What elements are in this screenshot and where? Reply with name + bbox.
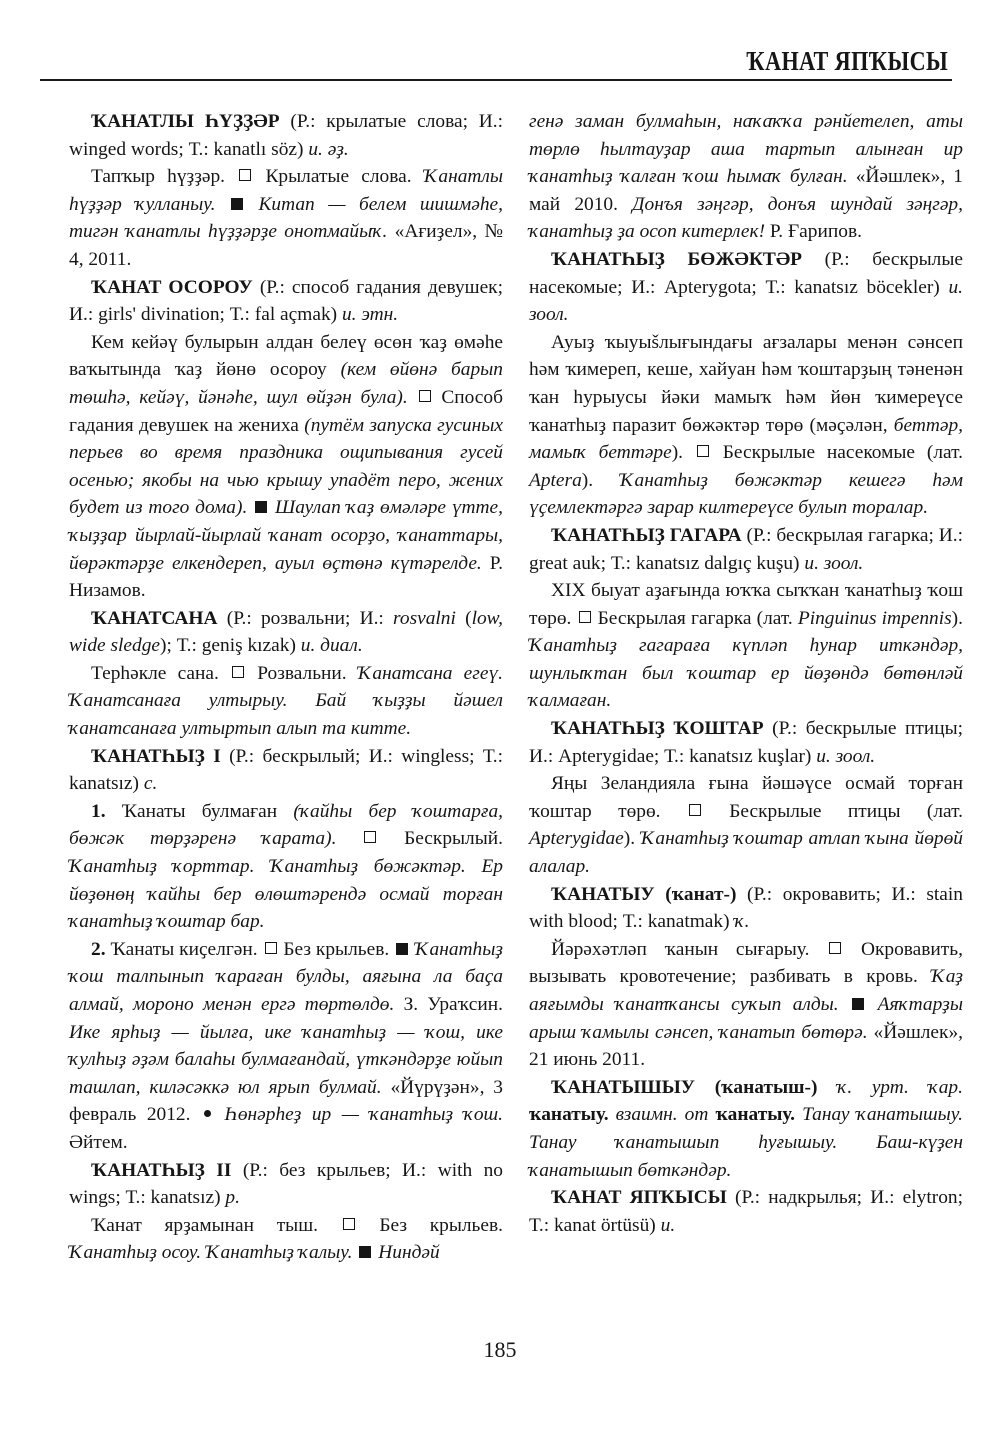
gloss: (Р.: бескрылые насекомые; И.: Apterygota; Т.: kanatsız böcekler) bbox=[529, 248, 963, 298]
quotation-start: Ниндәй bbox=[378, 1242, 440, 1264]
source: «Йәшлек», 1 май 2010. bbox=[529, 166, 963, 215]
translation-marker-icon bbox=[689, 804, 701, 816]
proverb: Һөнәрһеҙ ир — ҡанатһыҙ ҡош. bbox=[224, 1104, 504, 1126]
entry-kanatyu bbox=[529, 881, 963, 936]
latin-name: Pinguinus impennis bbox=[797, 607, 952, 629]
entry-kanatyshyu bbox=[529, 1074, 963, 1184]
definition: Ҡанат ярҙамынан тыш. bbox=[91, 1214, 318, 1236]
russian-translation: Окровавить, вызывать кровотечение; разбивать в кровь. bbox=[529, 938, 963, 988]
headword: ҠАНАТҺЫҘ БӨЖӘКТӘР bbox=[551, 248, 803, 270]
quotation: Шаулап ҡаҙ өмәләре үтте, ҡыҙҙар йырлай-йырлай ҡанат осорҙо, ҡанаттары, йөрәктәрҙе елкендереп, ауыл өҫтөнә күтәрелде. bbox=[69, 497, 503, 574]
translation-marker-icon bbox=[265, 942, 277, 954]
quotation-marker-icon bbox=[359, 1246, 371, 1258]
gloss-english-note: low, wide sledge bbox=[69, 607, 504, 657]
example: Ҡанатһыҙ осоу. Ҡанатһыҙ ҡалыу. bbox=[69, 1242, 353, 1264]
example: Ҡаҙ аяғымды ҡанатҡансы суҡып алды. bbox=[529, 966, 963, 1015]
pos-label: ҡ. bbox=[734, 911, 750, 933]
gloss-english: rosvalni bbox=[393, 607, 456, 629]
example: Ҡанатһыҙ гагараға күпләп һунар иткәндәр, шунлыҡтан был ҡоштар ер йөҙөндә бөтөнләй ҡалмаған. bbox=[529, 635, 963, 712]
russian-note: (путём запуска гусиных перьев во время праздника ощипывания гусей осенью; якобы на чью крышу упадёт перо, жених будет из того дома). bbox=[69, 414, 503, 519]
gloss: (Р.: розвальни; И.: bbox=[226, 607, 384, 629]
pos-label: ҡ. урт. ҡар. bbox=[837, 1076, 963, 1098]
pos-label: р. bbox=[225, 1187, 240, 1209]
russian-translation: Бескрылая гагарка (лат. bbox=[597, 607, 793, 629]
definition-example: беттәр, мамыҡ беттәре bbox=[529, 414, 963, 464]
gloss: (Р.: способ гадания девушек; И.: girls' divination; Т.: fal açmak) bbox=[69, 276, 503, 326]
quotation: Ике ярһыҙ — йылға, ике ҡанатһыҙ — ҡош, ике ҡулһыҙ әҙәм балаһы булмағандай, үткәндәрҙе юйып ташлап, киләсәккә юл ярып булмай. bbox=[69, 1021, 503, 1098]
gloss: ); Т.: geniş kızak) bbox=[160, 635, 296, 657]
quotation: Китап — белем шишмәһе, тигән ҡанатлы һүҙҙәрҙе онотмайыҡ. bbox=[69, 193, 503, 243]
quotation: Ҡанатһыҙ ҡош талпынып ҡараған булды, аяғына ла баҫа алмай, мороно менән ергә төртөлдө. bbox=[69, 938, 503, 1015]
entry-body bbox=[69, 329, 503, 605]
pos-label: и. bbox=[660, 1214, 676, 1236]
pos-label: и. зоол. bbox=[804, 552, 864, 574]
translation-marker-icon bbox=[364, 831, 376, 843]
headword: ҠАНАТЫУ (ҡанат-) bbox=[551, 883, 737, 905]
definition: Тапҡыр һүҙҙәр. bbox=[91, 166, 226, 188]
quotation: Донъя зәңгәр, донъя шундай зәңгәр, ҡанатһыҙ ҙа осоп китерлек! bbox=[529, 193, 963, 243]
cross-reference: ҡанатыу. bbox=[529, 1104, 609, 1126]
left-column bbox=[69, 108, 503, 1267]
translation-marker-icon bbox=[239, 169, 251, 181]
pos-label: и. диал. bbox=[300, 635, 363, 657]
translation-marker-icon bbox=[232, 666, 244, 678]
headword: ҠАНАТҺЫҘ II bbox=[91, 1159, 232, 1181]
russian-translation: ). bbox=[951, 607, 963, 629]
definition: Йәрәхәтләп ҡанын сығарыу. bbox=[551, 938, 810, 960]
headword: ҠАНАТСАНА bbox=[91, 607, 218, 629]
russian-translation: Бескрылые насекомые (лат. bbox=[722, 442, 963, 464]
quotation-marker-icon bbox=[231, 198, 243, 210]
gloss: (Р.: бескрылый; И.: wingless; Т.: kanatsız) bbox=[69, 745, 503, 795]
pos-label: и. әҙ. bbox=[308, 138, 349, 160]
definition-note: (кем өйөнә барып төшһә, кейәү, йәнәһе, шул өйҙән була). bbox=[69, 359, 503, 408]
entry-body bbox=[529, 577, 963, 715]
source: «Йүрүҙән», 3 февраль 2012. bbox=[69, 1076, 504, 1126]
entry-kanathyz-1 bbox=[69, 743, 503, 798]
entry-kanathyz-gagara bbox=[529, 522, 963, 577]
source: Р. Низамов. bbox=[69, 552, 503, 602]
running-head: ҠАНАТ ЯПҠЫСЫ bbox=[746, 46, 948, 76]
russian-translation: Без крыльев. bbox=[283, 938, 390, 960]
headword: ҠАНАТҺЫҘ I bbox=[91, 745, 221, 767]
page-number: 185 bbox=[483, 1337, 517, 1362]
example: Ҡанатсана егеү. Ҡанатсанаға ултырыу. Бай ҡыҙҙы йәшел ҡанатсанаға ултыртып алып та китте. bbox=[69, 662, 503, 740]
quotation: генә заман булмаһын, наҡаҡҡа рәнйетелеп, аты төрлө һылтауҙар аша тартып алынған ир ҡанатһыҙ ҡалған ҡош һымаҡ булған. bbox=[529, 111, 963, 188]
gloss: (Р.: окровавить; И.: stain with blood; Т.: kanatmak) bbox=[529, 883, 963, 933]
entry-kanatsana bbox=[69, 605, 503, 660]
entry-continuation bbox=[529, 108, 963, 246]
gloss: (Р.: надкрылья; И.: elytron; Т.: kanat örtüsü) bbox=[529, 1187, 963, 1236]
pos-label: и. этн. bbox=[341, 304, 399, 326]
russian-translation: Розвальни. bbox=[257, 662, 347, 684]
entry-body bbox=[529, 329, 963, 522]
headword: ҠАНАТҺЫҘ ҠОШТАР bbox=[551, 718, 764, 740]
definition: XIX быуат аҙағында юҡҡа сыҡҡан ҡанатһыҙ ҡош төрө. bbox=[529, 580, 963, 629]
definition: Ауыҙ ҡыуыšлығындағы ағзалары менән сәнсеп һәм ҡимереп, кеше, хайуан һәм ҡоштарҙың тәненән ҡан һурыусы йәки мамыҡ һәм йөн ҡимереүсе ҡанатһыҙ паразит бөжәктәр төрө (мәҫәлән, bbox=[529, 331, 963, 436]
headword: ҠАНАТЛЫ ҺҮҘҘӘР bbox=[91, 111, 280, 132]
russian-translation: Способ гадания девушек на жениха bbox=[69, 386, 503, 436]
translation-marker-icon bbox=[419, 390, 431, 402]
source: Р. Ғарипов. bbox=[769, 221, 862, 243]
latin-name: Aptera bbox=[529, 469, 582, 491]
quotation: Аяҡтарҙы арыш ҡамылы сәнсеп, ҡанатып бөтөрә. bbox=[529, 994, 963, 1043]
definition: Яңы Зеландияла ғына йәшәүсе осмай торған ҡоштар төрө. bbox=[529, 773, 963, 822]
quotation-marker-icon bbox=[396, 943, 408, 955]
example: Ҡанатлы һүҙҙәр ҡулланыу. bbox=[69, 166, 503, 215]
translation-marker-icon bbox=[579, 611, 591, 623]
gloss: ( bbox=[465, 607, 472, 629]
example: Ҡанатһыҙ ҡоштар атлап ҡына йөрөй алалар. bbox=[529, 828, 963, 878]
entry-kanathyz-2 bbox=[69, 1157, 503, 1212]
source: Әйтем. bbox=[69, 1131, 128, 1153]
definition: ). bbox=[671, 442, 684, 464]
pos-label: и. зоол. bbox=[816, 745, 876, 767]
source: «Йәшлек», 21 июнь 2011. bbox=[529, 1021, 963, 1071]
russian-translation: Бескрылые птицы (лат. bbox=[729, 800, 963, 822]
headword: ҠАНАТ ОСОРОУ bbox=[91, 276, 253, 298]
gloss: (Р.: крылатые слова; И.: winged words; Т.: kanatlı söz) bbox=[69, 111, 503, 160]
gloss: (Р.: без крыльев; И.: with no wings; Т.: kanatsız) bbox=[69, 1159, 503, 1209]
entry-kanatly-huzzar bbox=[69, 108, 503, 163]
proverb-marker-icon bbox=[204, 1110, 211, 1117]
entry-body bbox=[69, 660, 503, 743]
source: З. Ураҡсин. bbox=[403, 994, 503, 1015]
definition-note: (ҡайһы бер ҡоштарға, бөжәк төрҙәренә ҡарата). bbox=[69, 800, 504, 850]
definition: Терһәкле сана. bbox=[91, 662, 219, 684]
definition: Ҡанаты киҫелгән. bbox=[110, 938, 258, 960]
sense-1 bbox=[69, 798, 503, 936]
example: Ҡанатһыҙ ҡорттар. Ҡанатһыҙ бөжәктәр. Ер йөҙөнөң ҡайһы бер өлөштәрендә осмай торған ҡанатһыҙ ҡоштар бар. bbox=[69, 856, 503, 933]
source: «Ағиҙел», № 4, 2011. bbox=[69, 221, 503, 270]
entry-body bbox=[69, 163, 503, 273]
quotation-marker-icon bbox=[255, 501, 267, 513]
entry-kanathyz-koshtar bbox=[529, 715, 963, 770]
pos-label: и. зоол. bbox=[529, 276, 963, 326]
entry-body bbox=[69, 1212, 503, 1267]
entry-body bbox=[529, 770, 963, 880]
russian-translation: ). bbox=[623, 828, 636, 850]
gloss: (Р.: бескрылая гагарка; И.: great auk; Т.: kanatsız dalgıç kuşu) bbox=[529, 524, 963, 574]
definition: Ҡанаты булмаған bbox=[121, 800, 278, 822]
right-column bbox=[529, 108, 963, 1239]
entry-kanat-osorou bbox=[69, 274, 503, 329]
header-rule bbox=[40, 79, 952, 81]
quotation-marker-icon bbox=[852, 998, 864, 1010]
translation-marker-icon bbox=[829, 942, 841, 954]
russian-note: взаимн. от bbox=[615, 1104, 709, 1126]
sense-2 bbox=[69, 936, 503, 1157]
russian-translation: ). bbox=[581, 469, 594, 491]
russian-translation: Без крыльев. bbox=[379, 1214, 504, 1236]
translation-marker-icon bbox=[343, 1218, 355, 1230]
russian-translation: Бескрылый. bbox=[404, 828, 503, 850]
sense-number: 1. bbox=[91, 800, 106, 822]
entry-body bbox=[529, 936, 963, 1074]
entry-kanathyz-bozhaktar bbox=[529, 246, 963, 329]
sense-number: 2. bbox=[91, 938, 106, 960]
pos-label: с. bbox=[143, 773, 158, 795]
latin-name: Apterygidae bbox=[529, 828, 624, 850]
headword: ҠАНАТЫШЫУ (ҡанатыш-) bbox=[551, 1076, 818, 1098]
gloss: (Р.: бескрылые птицы; И.: Apterygidae; Т.: kanatsız kuşlar) bbox=[529, 718, 963, 767]
cross-reference: ҡанатыу. bbox=[715, 1104, 796, 1126]
entry-kanat-yapkysy bbox=[529, 1184, 963, 1239]
example: Танау ҡанатышыу. Танау ҡанатышып һуғышыу. Баш-күҙен ҡанатышып бөткәндәр. bbox=[529, 1104, 963, 1181]
definition: Кем кейәү булырын алдан белеү өсөн ҡаҙ өмәһе ваҡытында ҡаҙ йөнө осороу bbox=[69, 331, 503, 381]
example: Ҡанатһыҙ бөжәктәр кешегә һәм үҫемлектәргә зарар килтереүсе булып торалар. bbox=[529, 469, 963, 519]
headword: ҠАНАТҺЫҘ ГАГАРА bbox=[551, 524, 742, 546]
russian-translation: Крылатые слова. bbox=[265, 166, 412, 188]
headword: ҠАНАТ ЯПҠЫСЫ bbox=[551, 1187, 727, 1209]
translation-marker-icon bbox=[697, 445, 709, 457]
